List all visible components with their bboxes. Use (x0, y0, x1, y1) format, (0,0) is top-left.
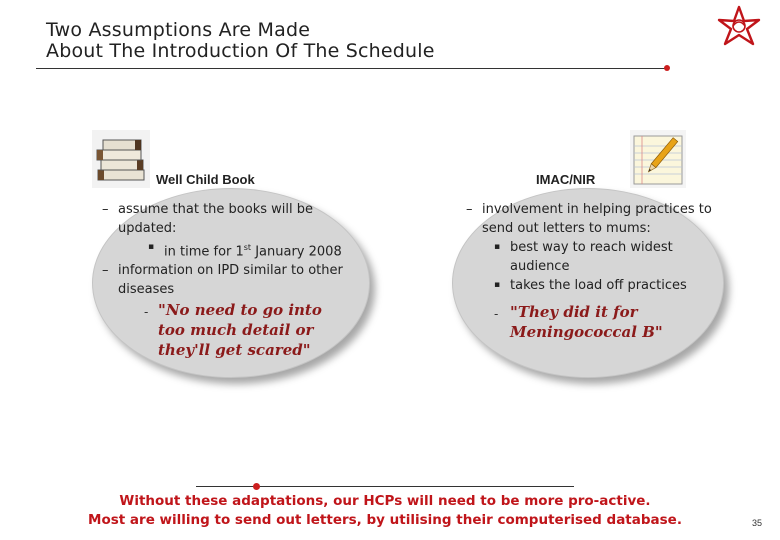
slide-title (46, 20, 606, 62)
imac-nir-heading: IMAC/NIR (536, 172, 596, 187)
footer-line-1: Without these adaptations, our HCPs will need to be more pro-active. (119, 493, 651, 509)
list-item (100, 261, 350, 299)
list-item-text-cont: January 2008 (251, 244, 342, 260)
page-number: 35 (752, 518, 763, 528)
list-item-text: in time for 1 (164, 244, 244, 260)
books-icon (92, 130, 150, 188)
list-item-text: assume that the books will be updated: (118, 202, 313, 236)
list-item-text: takes the load off practices (510, 278, 687, 293)
notepad-pencil-icon (630, 130, 686, 188)
ordinal-suffix: st (243, 243, 252, 252)
list-item (464, 238, 714, 276)
list-item-text: best way to reach widest audience (510, 240, 673, 274)
dash-marker: – (466, 202, 473, 217)
well-child-book-heading: Well Child Book (156, 172, 255, 187)
square-bullet-marker: ▪ (494, 242, 501, 252)
slide-title-line-1: Two Assumptions Are Made (46, 19, 311, 41)
star-puzzle-logo-icon (712, 2, 766, 56)
square-bullet-marker: ▪ (148, 242, 155, 252)
parent-quote: "No need to go into too much detail or they'll get scared" (158, 301, 322, 360)
quote-row (100, 301, 348, 361)
well-child-book-content (100, 200, 350, 361)
practice-quote: "They did it for Meningococcal B" (510, 303, 663, 341)
imac-nir-content (464, 200, 714, 343)
list-item-text: information on IPD similar to other diseases (118, 263, 343, 298)
list-item (464, 200, 714, 238)
quote-row (464, 303, 680, 343)
dash-marker: – (102, 202, 109, 217)
list-item (100, 238, 350, 261)
footer-line-2: Most are willing to send out letters, by utilising their computerised database. (88, 512, 682, 528)
square-bullet-marker: ▪ (494, 280, 501, 290)
title-underline (36, 68, 668, 69)
footer-message (60, 492, 710, 530)
quote-dash-marker: - (494, 307, 499, 321)
footer-rule-dot (253, 483, 260, 490)
quote-dash-marker: - (144, 305, 149, 320)
dash-marker: – (102, 263, 109, 279)
list-item-text: involvement in helping practices to send out letters to mums: (482, 202, 712, 236)
list-item (464, 276, 714, 295)
title-underline-dot (664, 65, 670, 71)
list-item (100, 200, 350, 238)
slide-title-line-2: About The Introduction Of The Schedule (46, 40, 435, 62)
